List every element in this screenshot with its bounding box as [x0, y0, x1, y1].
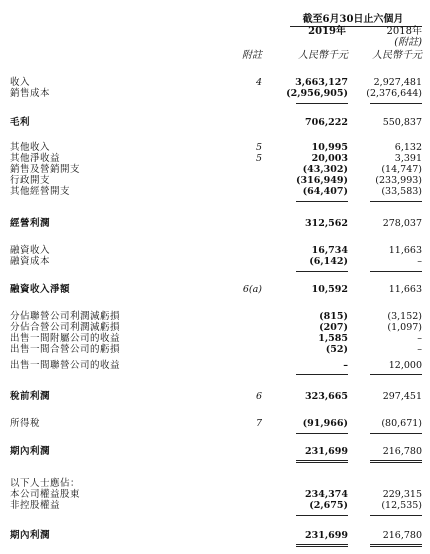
row-note: 7 — [255, 418, 262, 429]
row-value-current: (2,956,905) — [286, 88, 348, 99]
row-label: 稅前利潤 — [10, 391, 51, 402]
row-value-current: 323,665 — [305, 391, 348, 402]
row-value-previous: 12,000 — [388, 360, 422, 371]
row-value-previous: – — [417, 344, 422, 355]
row-value-current: 706,222 — [305, 117, 348, 128]
row-selling-expenses — [0, 164, 430, 175]
row-value-previous: 2,927,481 — [373, 77, 422, 88]
notes-column-heading: 附註 — [242, 50, 262, 61]
total-double-rule-top-previous — [370, 544, 422, 545]
row-note: 6 — [255, 391, 262, 402]
row-label: 融資成本 — [10, 256, 51, 267]
row-value-previous: (2,376,644) — [366, 88, 422, 99]
row-share-of-associates — [0, 311, 430, 322]
total-double-rule-top-previous — [370, 460, 422, 461]
subtotal-rule-current — [296, 103, 348, 104]
row-gain-disposal-associate — [0, 360, 430, 371]
row-label: 銷售成本 — [10, 88, 51, 99]
row-value-previous: (12,535) — [381, 500, 422, 511]
row-other-income — [0, 142, 430, 153]
unit-current-heading: 人民幣千元 — [298, 50, 348, 61]
row-value-previous: 11,663 — [388, 284, 422, 295]
year-previous-heading: 2018年 — [386, 26, 422, 37]
row-profit-for-period-total — [0, 530, 430, 541]
row-note: 4 — [255, 77, 262, 88]
row-label: 非控股權益 — [10, 500, 61, 511]
row-profit-for-period — [0, 446, 430, 457]
subtotal-rule-current — [296, 433, 348, 434]
subtotal-rule-current — [296, 374, 348, 375]
row-value-previous: (1,097) — [387, 322, 422, 333]
row-value-previous: 3,391 — [394, 153, 422, 164]
row-gross-profit — [0, 117, 430, 128]
row-value-previous: (80,671) — [381, 418, 422, 429]
row-value-current: (207) — [319, 322, 348, 333]
total-double-rule-top-current — [296, 544, 348, 545]
subtotal-rule-previous — [370, 103, 422, 104]
row-value-current: 10,592 — [311, 284, 348, 295]
row-value-previous: 278,037 — [382, 218, 422, 229]
row-value-previous: 216,780 — [382, 530, 422, 541]
row-value-current: 231,699 — [305, 530, 348, 541]
row-value-previous: (14,747) — [381, 164, 422, 175]
row-label: 毛利 — [10, 117, 31, 128]
row-value-previous: 550,837 — [382, 117, 422, 128]
row-loss-disposal-joint-venture — [0, 344, 430, 355]
row-label: 融資收入淨額 — [10, 284, 71, 295]
row-label: 其他收入 — [10, 142, 51, 153]
row-label: 所得稅 — [10, 418, 41, 429]
row-label: 以下人士應佔： — [10, 478, 81, 489]
row-value-previous: (33,583) — [381, 186, 422, 197]
row-value-current: 16,734 — [311, 245, 348, 256]
row-administrative-expenses — [0, 175, 430, 186]
row-label: 其他經營開支 — [10, 186, 71, 197]
restated-note-heading: (附註) — [394, 37, 422, 48]
row-value-previous: – — [417, 333, 422, 344]
row-value-current: (815) — [319, 311, 348, 322]
row-label: 期內利潤 — [10, 530, 51, 541]
total-double-rule-top-current — [296, 460, 348, 461]
row-value-current: 1,585 — [318, 333, 348, 344]
row-cost-of-sales — [0, 88, 430, 99]
row-note: 6(a) — [242, 284, 262, 295]
row-value-current: – — [343, 360, 348, 371]
row-value-current: 20,003 — [311, 153, 348, 164]
row-net-finance-income — [0, 284, 430, 295]
row-other-net-gains — [0, 153, 430, 164]
total-double-rule-bottom-previous — [370, 462, 422, 463]
row-value-current: (91,966) — [302, 418, 348, 429]
row-value-previous: (3,152) — [387, 311, 422, 322]
row-label: 本公司權益股東 — [10, 489, 81, 500]
row-label: 分佔聯營公司利潤減虧損 — [10, 311, 121, 322]
total-double-rule-bottom-previous — [370, 546, 422, 547]
row-value-current: 10,995 — [311, 142, 348, 153]
year-current-heading: 2019年 — [308, 26, 346, 37]
row-label: 期內利潤 — [10, 446, 51, 457]
unit-previous-heading: 人民幣千元 — [372, 50, 422, 61]
row-value-current: (316,949) — [296, 175, 348, 186]
row-profit-from-operations — [0, 218, 430, 229]
row-label: 融資收入 — [10, 245, 51, 256]
row-value-current: 231,699 — [305, 446, 348, 457]
row-label: 出售一間附屬公司的收益 — [10, 333, 121, 344]
row-note: 5 — [255, 153, 262, 164]
row-label: 出售一間合營公司的虧損 — [10, 344, 121, 355]
row-value-previous: 297,451 — [382, 391, 422, 402]
row-value-current: 312,562 — [305, 218, 348, 229]
row-value-current: (43,302) — [302, 164, 348, 175]
row-non-controlling-interests — [0, 500, 430, 511]
subtotal-rule-current — [296, 201, 348, 202]
row-value-previous: 11,663 — [388, 245, 422, 256]
row-label: 分佔合營公司利潤減虧損 — [10, 322, 121, 333]
subtotal-rule-previous — [370, 433, 422, 434]
row-value-previous: 229,315 — [382, 489, 422, 500]
row-income-tax — [0, 418, 430, 429]
row-value-current: (6,142) — [309, 256, 348, 267]
subtotal-rule-previous — [370, 201, 422, 202]
row-value-current: (64,407) — [302, 186, 348, 197]
row-gain-disposal-subsidiary — [0, 333, 430, 344]
row-label: 行政開支 — [10, 175, 51, 186]
subtotal-rule-previous — [370, 515, 422, 516]
subtotal-rule-previous — [370, 374, 422, 375]
row-note: 5 — [255, 142, 262, 153]
row-value-current: (2,675) — [309, 500, 348, 511]
row-finance-costs — [0, 256, 430, 267]
row-finance-income — [0, 245, 430, 256]
row-value-current: (52) — [325, 344, 348, 355]
row-label: 收入 — [10, 77, 31, 88]
total-double-rule-bottom-current — [296, 546, 348, 547]
row-other-operating-expenses — [0, 186, 430, 197]
row-value-previous: 6,132 — [394, 142, 422, 153]
row-label: 其他淨收益 — [10, 153, 61, 164]
subtotal-rule-current — [296, 515, 348, 516]
period-heading: 截至6月30日止六個月 — [302, 14, 404, 25]
row-share-of-joint-ventures — [0, 322, 430, 333]
subtotal-rule-previous — [370, 271, 422, 272]
row-value-previous: (233,993) — [375, 175, 422, 186]
row-revenue — [0, 77, 430, 88]
row-label: 銷售及營銷開支 — [10, 164, 81, 175]
subtotal-rule-current — [296, 271, 348, 272]
row-equity-shareholders — [0, 489, 430, 500]
row-profit-before-tax — [0, 391, 430, 402]
row-label: 出售一間聯營公司的收益 — [10, 360, 121, 371]
row-attributable-heading — [0, 478, 430, 489]
total-double-rule-bottom-current — [296, 462, 348, 463]
row-label: 經營利潤 — [10, 218, 51, 229]
row-value-previous: 216,780 — [382, 446, 422, 457]
row-value-previous: – — [417, 256, 422, 267]
row-value-current: 234,374 — [305, 489, 348, 500]
row-value-current: 3,663,127 — [295, 77, 348, 88]
